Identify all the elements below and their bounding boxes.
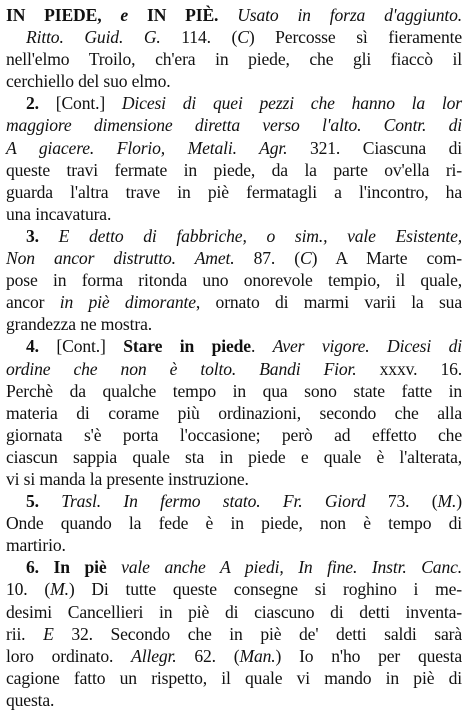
text-run: una incavatura. [6,203,112,224]
text-run: [Cont.] [55,93,122,114]
text-line [6,313,462,335]
text-run: IN PIÈ. [128,5,238,25]
text-run: Stare in piede [123,336,251,357]
text-line [6,358,462,380]
text-run: desimi Cancellieri in piè di ciascuno di detti inventa- [6,601,462,622]
text-run: queste travi fermate in piede, da la parte ov'ella ri- [6,159,462,180]
text-run: 32. Secondo che in piè de' detti saldi sarà [53,623,462,644]
text-run: 321. Ciascuna di [287,137,462,158]
text-run: Man. [239,645,276,666]
text-run: ancor [6,292,60,313]
text-line [6,578,462,600]
text-line [6,402,462,424]
text-run: xxxv. 16. [356,358,462,379]
sense-6-heading-line [6,556,462,578]
text-run: cagione fatto un rispetto, il quale vi mando in piè di [6,667,462,688]
text-line [6,534,462,556]
text-run: vi si manda la presente instruzione. [6,468,249,489]
text-run: , ornato di marmi varii la sua [195,292,462,313]
text-run: Aver vigore. Dicesi di [272,336,462,357]
text-run: [Cont.] [56,336,124,357]
text-run: E detto di fabbriche, o sim., vale Esistente, [58,225,462,246]
text-run: ) Io n'ho per questa [275,645,462,666]
text-line [6,291,462,313]
text-run: Ritto. Guid. G. [26,27,161,48]
entry-in-piede-citation-line [6,26,462,48]
text-run: Onde quando la fede è in piede, non è tempo di [6,513,462,534]
text-run: ) [456,491,462,512]
text-run: pose in forma ritonda uno onorevole tempio, il quale, [6,270,462,291]
text-run: 4. [26,336,57,357]
text-line [6,181,462,203]
text-run: maggiore dimensione diretta verso l'alto. Contr. di [6,115,462,136]
text-run: 3. [26,225,59,246]
text-run: nell'elmo Troilo, ch'era in piede, che gli fiaccò il [6,49,462,70]
text-run: Non ancor distrutto. Amet. [6,248,235,269]
text-run: Dicesi di quei pezzi che hanno la lor [121,93,462,114]
text-line [6,667,462,689]
sense-3-heading-line [6,225,462,247]
text-line [6,137,462,159]
text-run: 2. [26,93,56,114]
text-run: 5. [26,491,62,512]
text-run: Allegr. [131,645,177,666]
text-run: IN PIEDE, [6,5,121,25]
sense-5-heading-line [6,490,462,512]
text-line [6,203,462,225]
text-line [6,689,462,711]
text-run: ) Di tutte queste consegne si roghino i me- [68,579,463,600]
text-run: C [237,27,249,48]
text-run: M. [50,579,69,600]
text-run: martirio. [6,535,66,556]
text-line [6,48,462,70]
text-run: 87. ( [234,248,300,269]
text-run: A giacere. Florio, Metali. Agr. [6,137,288,158]
text-run: vale anche A piedi, In fine. Instr. Canc. [121,557,463,578]
text-run: ) A Marte com- [311,248,462,269]
text-line [6,512,462,534]
text-run: E [43,623,54,644]
text-run: questa. [6,689,55,710]
text-run: 73. ( [365,491,438,512]
text-run: 114. ( [160,27,238,48]
text-line [6,623,462,645]
text-line [6,380,462,402]
text-run: giornata s'è porta l'occasione; però ad effetto che [6,424,462,445]
text-line [6,601,462,623]
text-line [6,159,462,181]
text-run: cerchiello del suo elmo. [6,71,171,92]
text-run: 62. ( [176,645,240,666]
sense-4-heading-line [6,335,462,357]
sense-2-heading-line [6,92,462,114]
text-line [6,114,462,136]
text-run: rii. [6,623,44,644]
text-run: 6. In piè [26,557,122,578]
text-line [6,424,462,446]
text-line [6,247,462,269]
text-run: materia di corame più ordinazioni, secondo che alla [6,402,462,423]
text-run: ordine che non è tolto. Bandi Fior. [6,358,357,379]
text-run: . [250,336,273,357]
text-run: 10. ( [6,579,51,600]
dictionary-page [6,4,462,711]
text-run: M. [437,491,457,512]
text-line [6,645,462,667]
text-run: Trasl. In fermo stato. Fr. Giord [61,491,366,512]
text-line [6,269,462,291]
entry-in-piede-heading-line [6,4,462,26]
text-run: ciascun sappia quale sta in piede e quale è l'alterata, [6,446,462,467]
text-run: grandezza ne mostra. [6,314,152,335]
text-run: C [299,248,312,269]
text-run: Perchè da qualche tempo in qua sono state fatte in [6,380,462,401]
text-run: e [120,5,129,25]
text-run: guarda l'altra trave in piè fermatagli a l'incontro, ha [6,181,462,202]
text-run: in piè dimorante [59,292,196,313]
text-line [6,468,462,490]
text-line [6,446,462,468]
text-run: Usato in forza d'aggiunto. [237,5,462,25]
text-run: ) Percosse sì fieramente [248,27,462,48]
text-run: loro ordinato. [6,645,132,666]
text-line [6,70,462,92]
